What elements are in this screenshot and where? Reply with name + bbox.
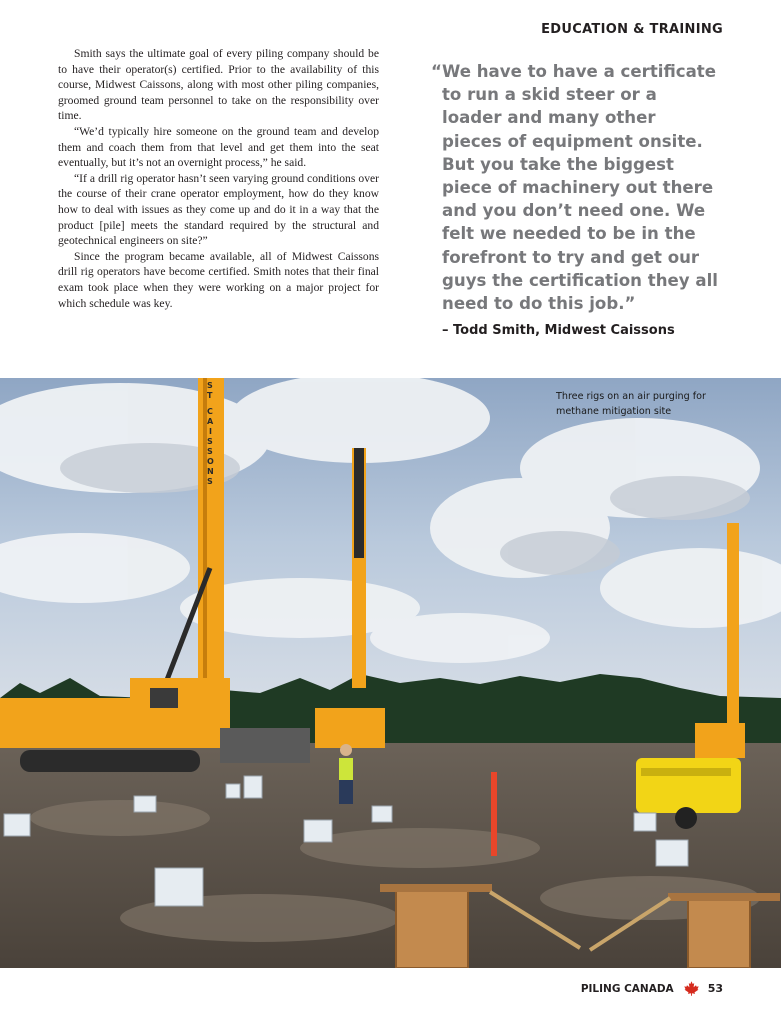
mast-letter-s4: S <box>207 477 213 486</box>
pull-quote-text: We have to have a certificate to run a skid steer or a loader and many other pieces of equipment onsite. But you take the biggest piece of machinery out there and you don’t need one. We felt we needed to be in the forefront to try and get our guys the certification they all need to do this job.” <box>442 62 718 314</box>
construction-site-photo <box>0 378 781 968</box>
quote-attribution: – Todd Smith, Midwest Caissons <box>442 323 675 338</box>
worker-vest <box>339 744 353 804</box>
article-paragraph: Smith says the ultimate goal of every piling company should be to have their operator(s) certified. Prior to the availability of this course, Midwest Caissons, along with most other piling companies, groomed ground team personnel to take on the responsibility over time. <box>58 47 379 123</box>
pull-quote <box>431 60 721 315</box>
mast-letter-c: C <box>207 407 213 416</box>
maple-leaf-icon <box>684 981 699 996</box>
mast-letter-i: I <box>209 427 212 436</box>
mast-letter-s3: S <box>207 447 213 456</box>
mast-letter-a: A <box>207 417 214 426</box>
mast-letter-t: T <box>207 391 213 400</box>
article-paragraph: “If a drill rig operator hasn’t seen varying ground conditions over the course of their crane operator employment, how do they know how to deal with issues as they come up and do it in a way that the product [pile] meets the standard required by the structural and geotechnical engineers on site?” <box>58 171 379 248</box>
page-number: 53 <box>707 982 723 995</box>
page-footer <box>581 981 723 996</box>
mast-letter-s: S <box>207 381 213 390</box>
article-body <box>58 46 379 311</box>
traffic-pole <box>491 772 497 856</box>
open-quote-mark: “ <box>431 62 442 81</box>
section-header: EDUCATION & TRAINING <box>541 22 723 37</box>
mast-letter-n: N <box>207 467 214 476</box>
publication-name: PILING CANADA <box>580 982 674 995</box>
mast-letter-o: O <box>207 457 214 466</box>
article-paragraph: “We’d typically hire someone on the ground team and develop them and coach them from that level and get them into the seat eventually, but it’s not an overnight process,” he said. <box>58 124 379 170</box>
article-paragraph: Since the program became available, all of Midwest Caissons drill rig operators have become certified. Smith notes that their final exam took place when they were working on a major project for which schedule was key. <box>58 249 379 310</box>
mast-letter-s2: S <box>207 437 213 446</box>
photo-caption: Three rigs on an air purging for methane mitigation site <box>556 391 706 417</box>
